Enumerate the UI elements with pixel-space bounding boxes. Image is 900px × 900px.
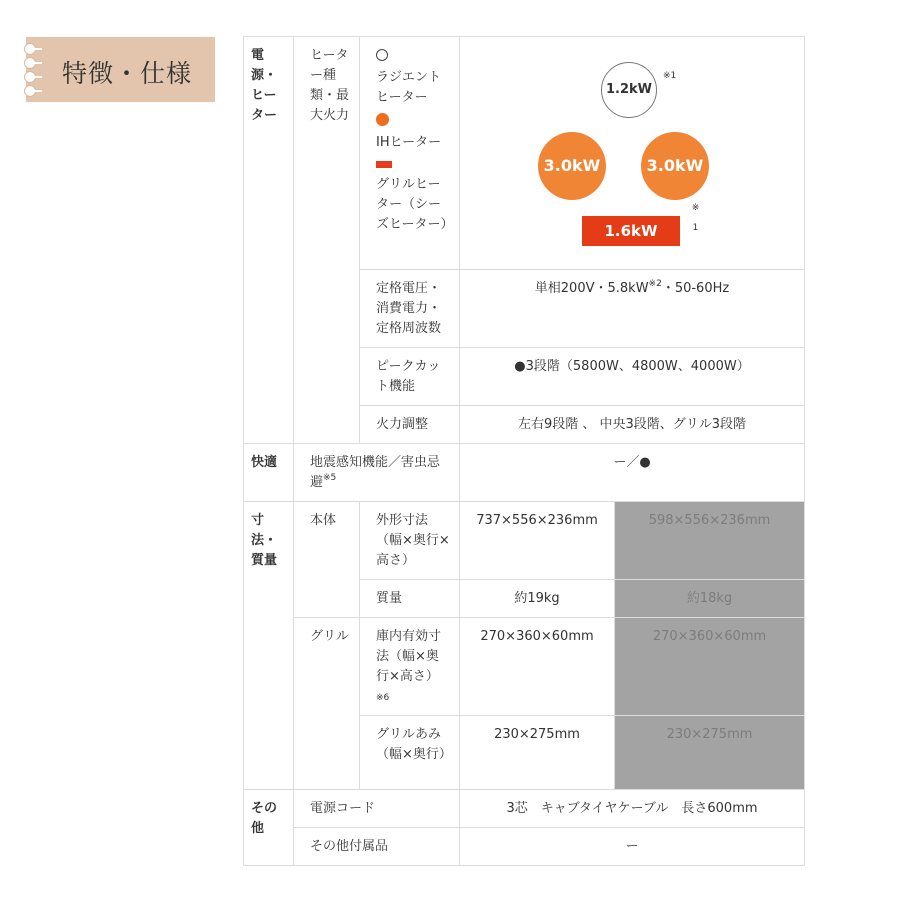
page-title: 特徴・仕様: [62, 59, 193, 88]
table-row: [244, 502, 805, 580]
peakcut-value: ●3段階（5800W、4800W、4000W）: [460, 348, 805, 406]
heater-type-label: ヒーター種類・最大火力: [294, 37, 360, 444]
quake-label: 地震感知機能／害虫忌避$^{※5}$: [294, 444, 460, 502]
section-power: 電源・ヒーター: [244, 37, 294, 444]
grill-net-label: グリルあみ（幅×奥行）: [360, 716, 460, 790]
heater-type-radiant: ラジエントヒーター: [376, 70, 442, 105]
note-mark: ※1: [691, 203, 700, 233]
heater-type-grill: グリルヒーター（シーズヒーター）: [376, 177, 454, 232]
mass-value-1: 約19kg: [460, 580, 615, 618]
accessory-value: ー: [460, 828, 805, 866]
burner-right: 3.0kW: [641, 132, 709, 200]
section-size: 寸法・質量: [244, 502, 294, 790]
note-mark: ※1: [663, 71, 677, 81]
rated-label: 定格電圧・消費電力・定格周波数: [360, 270, 460, 348]
table-row: [244, 37, 805, 270]
burner-diagram: [543, 55, 704, 240]
table-row: [244, 618, 805, 716]
heater-type-ih: IHヒーター: [376, 135, 442, 150]
spec-table: [243, 36, 805, 866]
section-other: その他: [244, 790, 294, 866]
rated-value: 単相200V・$5.8kW^{※2}$・50-60Hz: [460, 270, 805, 348]
section-comfort: 快適: [244, 444, 294, 502]
mass-value-2: 約18kg: [615, 580, 805, 618]
grill-net-value-2: 230×275mm: [615, 716, 805, 790]
binder-holes: [24, 43, 38, 103]
table-row: [244, 828, 805, 866]
peakcut-label: ピークカット機能: [360, 348, 460, 406]
cord-label: 電源コード: [294, 790, 460, 828]
heater-type-list: [360, 37, 460, 270]
mass-label: 質量: [360, 580, 460, 618]
radiant-heater-icon: [376, 49, 388, 61]
outer-size-value-2: 598×556×236mm: [615, 502, 805, 580]
outer-size-label: 外形寸法（幅×奥行×高さ）: [360, 502, 460, 580]
inner-size-label: 庫内有効寸法（幅×奥行×高さ） ※6: [360, 618, 460, 716]
table-row: [244, 790, 805, 828]
grill-net-value-1: 230×275mm: [460, 716, 615, 790]
quake-value: ー／●: [460, 444, 805, 502]
table-row: [244, 444, 805, 502]
section-title-tag: [26, 37, 215, 102]
grill-label: グリル: [294, 618, 360, 790]
burner-grill: 1.6kW: [582, 216, 680, 246]
outer-size-value-1: 737×556×236mm: [460, 502, 615, 580]
burner-left: 3.0kW: [538, 132, 606, 200]
body-label: 本体: [294, 502, 360, 618]
cord-value: 3芯 キャブタイヤケーブル 長さ600mm: [460, 790, 805, 828]
power-adjust-value: 左右9段階 、 中央3段階、グリル3段階: [460, 406, 805, 444]
inner-size-value-2: 270×360×60mm: [615, 618, 805, 716]
inner-size-value-1: 270×360×60mm: [460, 618, 615, 716]
burner-center-small: 1.2kW: [601, 62, 657, 118]
burner-diagram-cell: [460, 37, 805, 270]
accessory-label: その他付属品: [294, 828, 460, 866]
ih-heater-icon: [376, 113, 389, 126]
power-adjust-label: 火力調整: [360, 406, 460, 444]
grill-heater-icon: [376, 161, 392, 168]
